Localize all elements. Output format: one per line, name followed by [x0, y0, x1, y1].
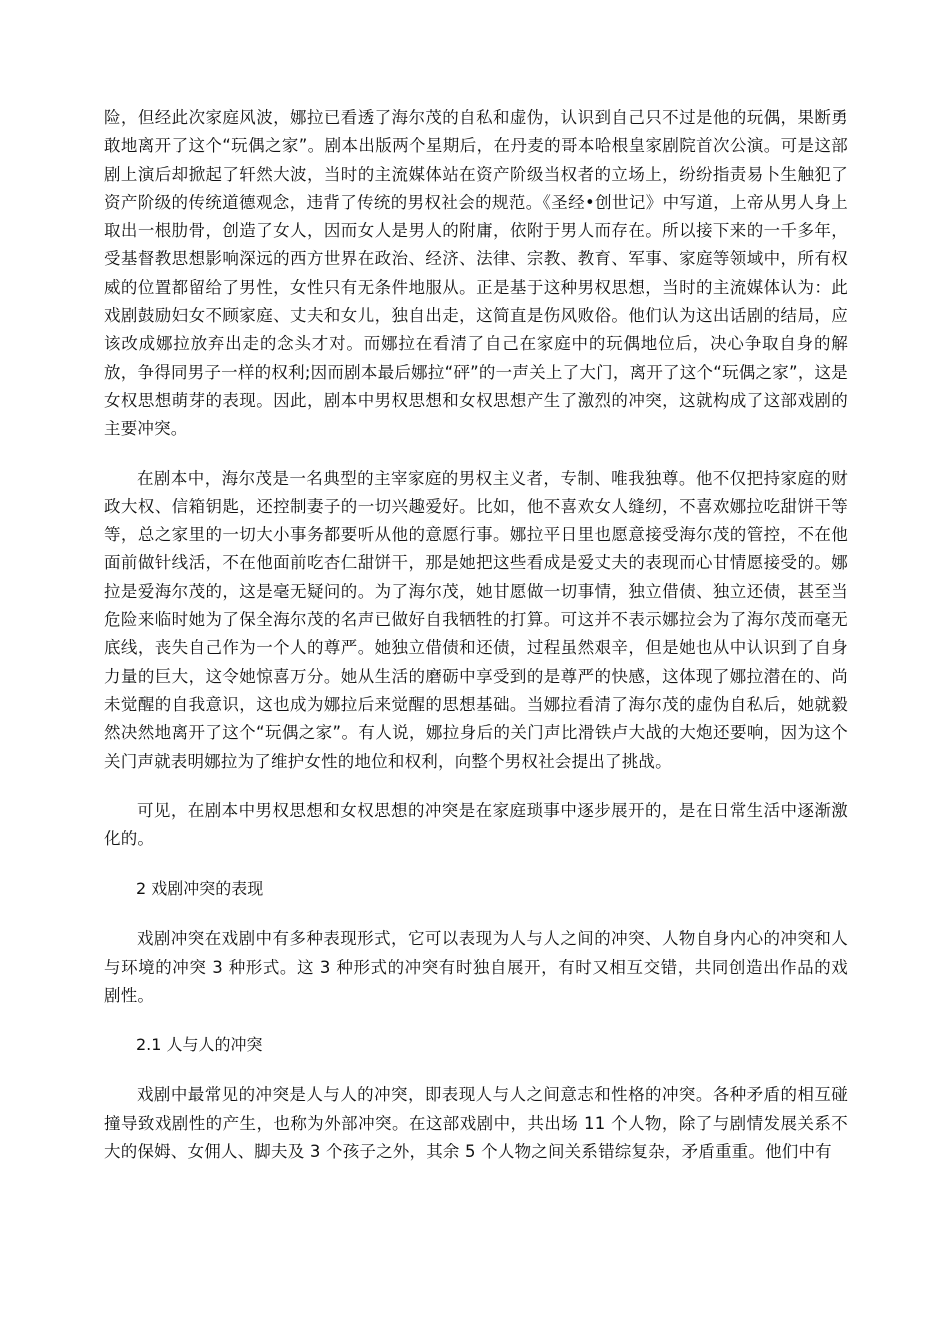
- subsection-heading-2-1: 2.1 人与人的冲突: [136, 1035, 263, 1055]
- body-paragraph-2: 在剧本中，海尔茂是一名典型的主宰家庭的男权主义者，专制、唯我独尊。他不仅把持家庭的财政大权、信箱钥匙，还控制妻子的一切兴趣爱好。比如，他不喜欢女人缝纫，不喜欢娜拉吃甜饼干等等，总之家里的一切大小事务都要听从他的意愿行事。娜拉平日里也愿意接受海尔茂的管控，不在他面前做针线活，不在他面前吃杏仁甜饼干，那是她把这些看成是爱丈夫的表现而心甘情愿接受的。娜拉是爱海尔茂的，这是毫无疑问的。为了海尔茂，她甘愿做一切事情，独立借债、独立还债，甚至当危险来临时她为了保全海尔茂的名声已做好自我牺牲的打算。可这并不表示娜拉会为了海尔茂而毫无底线，丧失自己作为一个人的尊严。她独立借债和还债，过程虽然艰辛，但是她也从中认识到了自身力量的巨大，这令她惊喜万分。她从生活的磨砺中享受到的是尊严的快感，这体现了娜拉潜在的、尚未觉醒的自我意识，这也成为娜拉后来觉醒的思想基础。当娜拉看清了海尔茂的虚伪自私后，她就毅然决然地离开了这个“玩偶之家”。有人说，娜拉身后的关门声比滑铁卢大战的大炮还要响，因为这个关门声就表明娜拉为了维护女性的地位和权利，向整个男权社会提出了挑战。: [104, 468, 848, 771]
- body-paragraph-5: 戏剧中最常见的冲突是人与人的冲突，即表现人与人之间意志和性格的冲突。各种矛盾的相互碰撞导致戏剧性的产生，也称为外部冲突。在这部戏剧中，共出场 11 个人物，除了与剧情发展关系不大的保姆、女佣人、脚夫及 3 个孩子之外，其余 5 个人物之间关系错综复杂，矛盾重重。他们中有: [104, 1085, 848, 1161]
- body-paragraph-1: 险，但经此次家庭风波，娜拉已看透了海尔茂的自私和虚伪，认识到自己只不过是他的玩偶，果断勇敢地离开了这个“玩偶之家”。剧本出版两个星期后，在丹麦的哥本哈根皇家剧院首次公演。可是这部剧上演后却掀起了轩然大波，当时的主流媒体站在资产阶级当权者的立场上，纷纷指责易卜生触犯了资产阶级的传统道德观念，违背了传统的男权社会的规范。《圣经•创世记》中写道，上帝从男人身上取出一根肋骨，创造了女人，因而女人是男人的附庸，依附于男人而存在。所以接下来的一千多年，受基督教思想影响深远的西方世界在政治、经济、法律、宗教、教育、军事、家庭等领域中，所有权威的位置都留给了男性，女性只有无条件地服从。正是基于这种男权思想，当时的主流媒体认为：此戏剧鼓励妇女不顾家庭、丈夫和女儿，独自出走，这简直是伤风败俗。他们认为这出话剧的结局，应该改成娜拉放弃出走的念头才对。而娜拉在看清了自己在家庭中的玩偶地位后，决心争取自身的解放，争得同男子一样的权利;因而剧本最后娜拉“砰”的一声关上了大门，离开了这个“玩偶之家”，这是女权思想萌芽的表现。因此，剧本中男权思想和女权思想产生了激烈的冲突，这就构成了这部戏剧的主要冲突。: [104, 108, 848, 439]
- section-heading-2: 2 戏剧冲突的表现: [136, 879, 264, 899]
- document-page: [104, 104, 848, 1166]
- body-paragraph-4: 戏剧冲突在戏剧中有多种表现形式，它可以表现为人与人之间的冲突、人物自身内心的冲突和人与环境的冲突 3 种形式。这 3 种形式的冲突有时独自展开，有时又相互交错，共同创造出作品的戏剧性。: [104, 929, 848, 1006]
- body-paragraph-3: 可见，在剧本中男权思想和女权思想的冲突是在家庭琐事中逐步展开的，是在日常生活中逐渐激化的。: [104, 800, 848, 849]
